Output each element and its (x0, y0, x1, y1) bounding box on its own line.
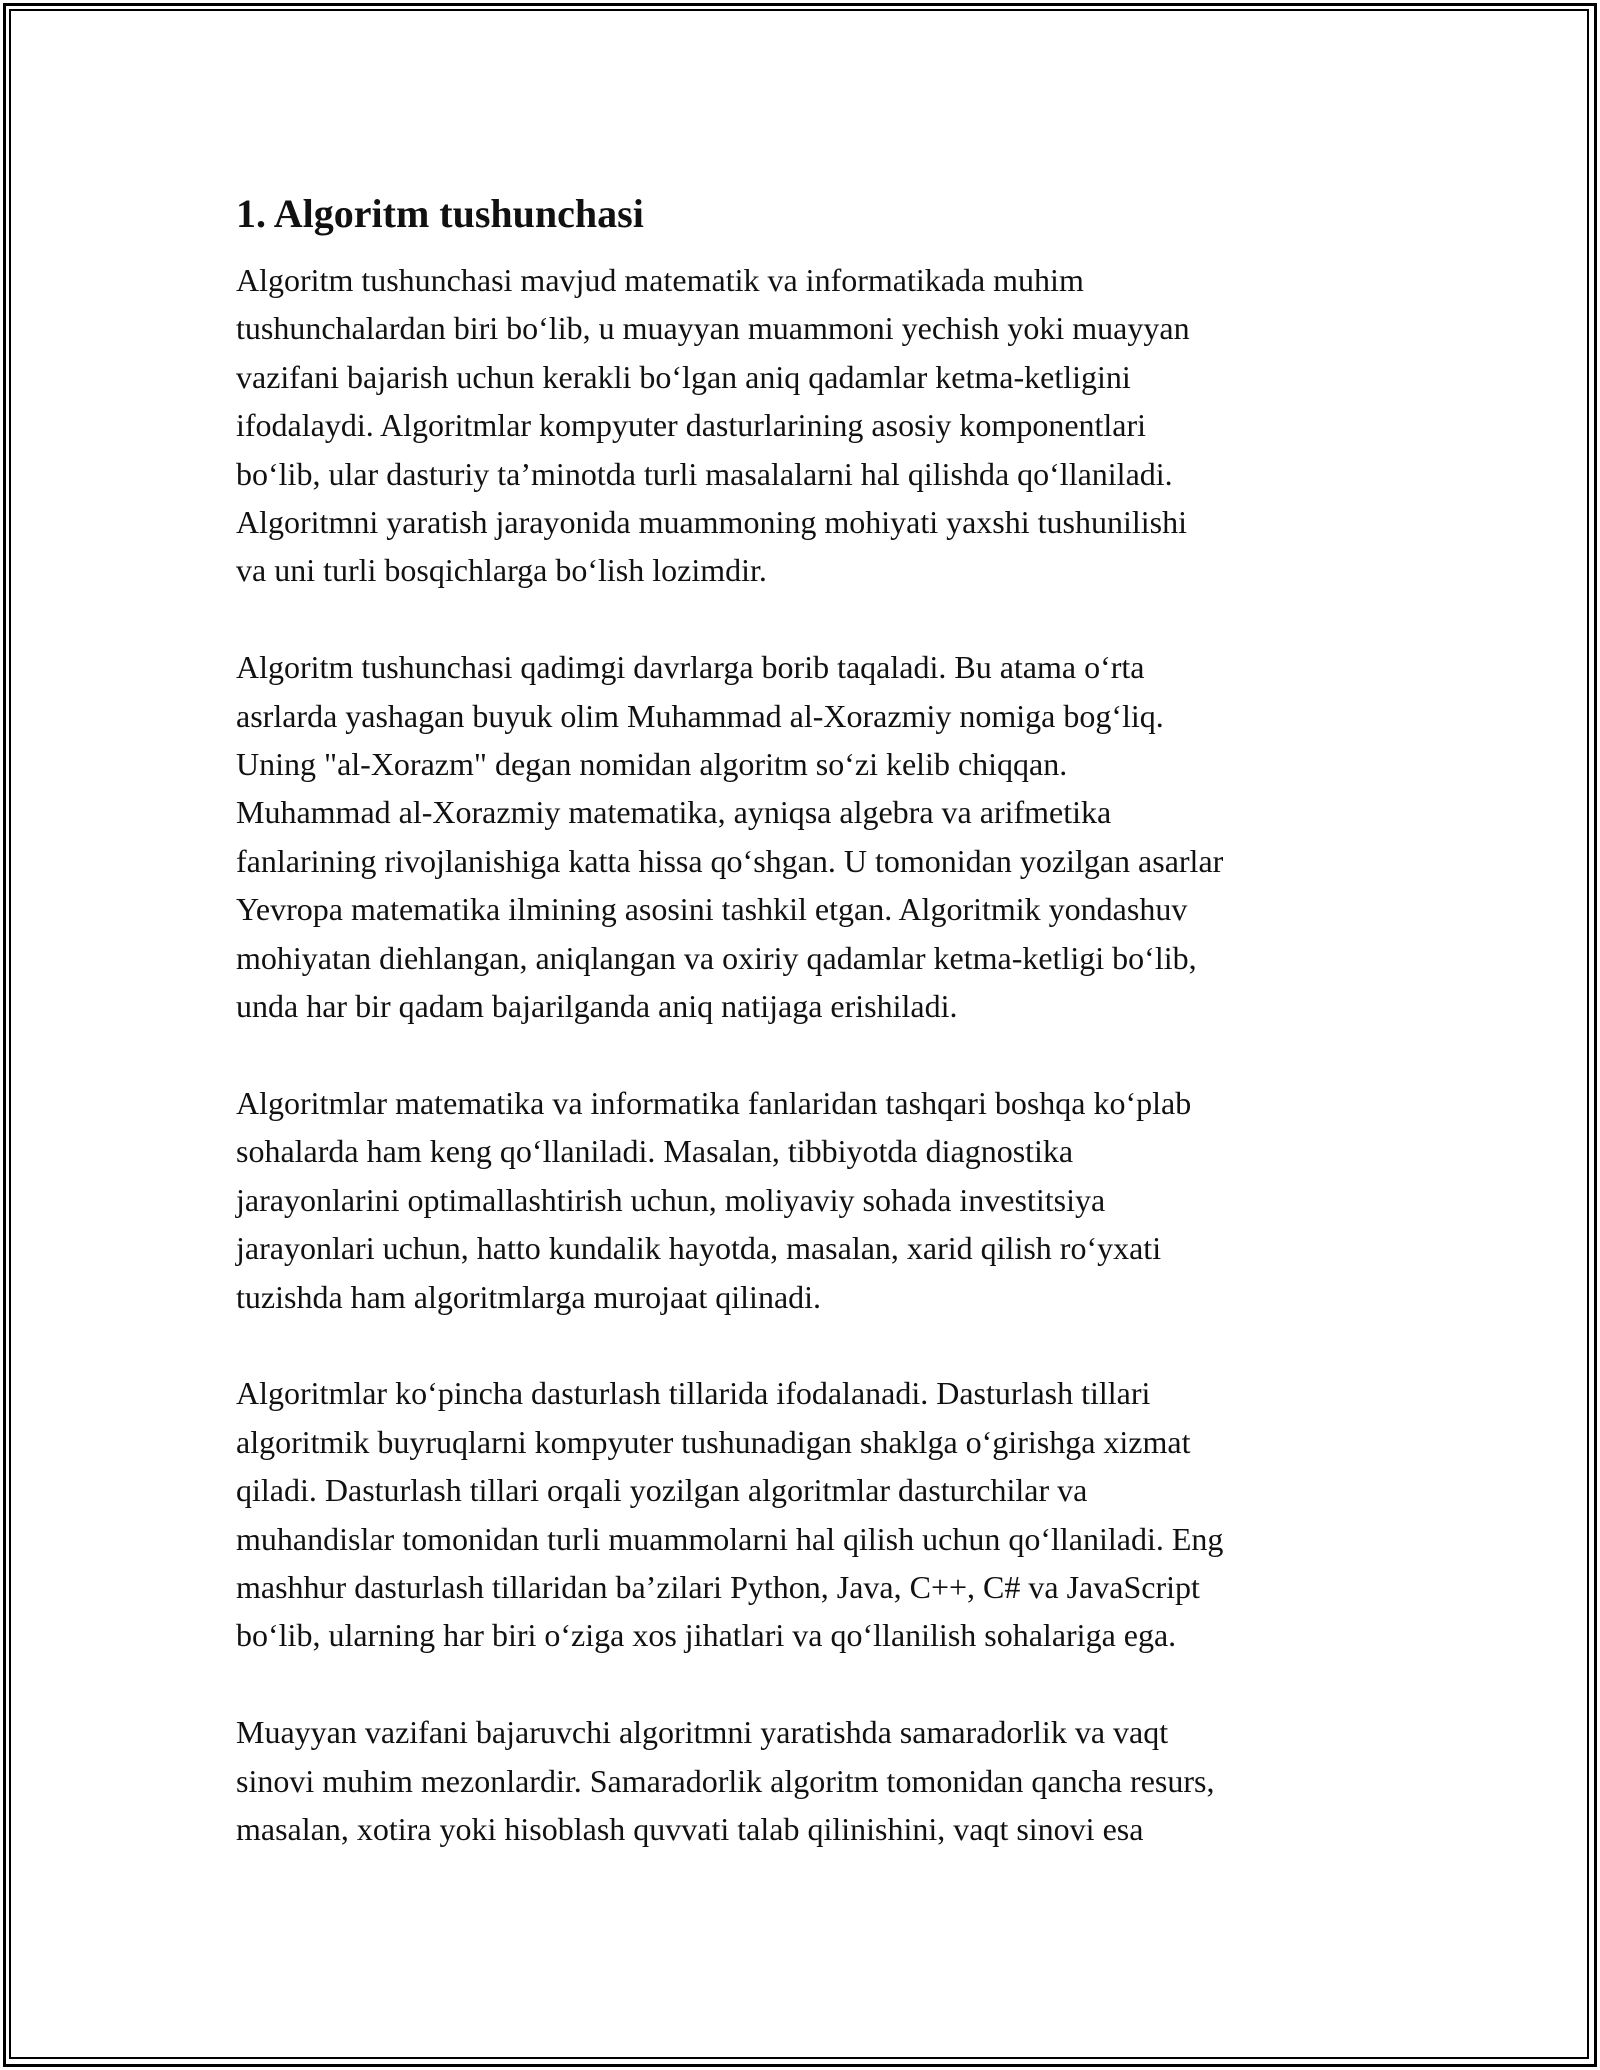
text-line: Muayyan vazifani bajaruvchi algoritmni yaratishda samaradorlik va vaqt (236, 1714, 1169, 1751)
text-line: mohiyatan diehlangan, aniqlangan va oxiriy qadamlar ketma-ketligi bo‘lib, (236, 939, 1197, 976)
text-line: vazifani bajarish uchun kerakli bo‘lgan aniq qadamlar ketma-ketligini (236, 358, 1131, 395)
text-line: muhandislar tomonidan turli muammolarni hal qilish uchun qo‘llaniladi. Eng (236, 1520, 1224, 1557)
paragraph-4 (236, 1369, 1376, 1659)
text-line: va uni turli bosqichlarga bo‘lish lozimdir. (236, 552, 767, 589)
paragraph-3 (236, 1079, 1376, 1321)
text-line: Algoritmlar matematika va informatika fanlaridan tashqari boshqa ko‘plab (236, 1084, 1192, 1121)
text-line: tushunchalardan biri bo‘lib, u muayyan muammoni yechish yoki muayyan (236, 310, 1190, 347)
text-line: Yevropa matematika ilmining asosini tashkil etgan. Algoritmik yondashuv (236, 891, 1188, 928)
text-line: algoritmik buyruqlarni kompyuter tushunadigan shaklga o‘girishga xizmat (236, 1423, 1191, 1460)
paragraph-2 (236, 643, 1376, 1030)
text-line: jarayonlari uchun, hatto kundalik hayotda, masalan, xarid qilish ro‘yxati (236, 1230, 1162, 1267)
text-line: sinovi muhim mezonlardir. Samaradorlik algoritm tomonidan qancha resurs, (236, 1762, 1215, 1799)
text-line: unda har bir qadam bajarilganda aniq natijaga erishiladi. (236, 988, 958, 1025)
text-line: Algoritm tushunchasi qadimgi davrlarga borib taqaladi. Bu atama o‘rta (236, 649, 1145, 686)
text-line: Algoritmni yaratish jarayonida muammoning mohiyati yaxshi tushunilishi (236, 504, 1187, 541)
document-page (236, 186, 1376, 1902)
text-line: Uning "al-Xorazm" degan nomidan algoritm so‘zi kelib chiqqan. (236, 746, 1068, 783)
text-line: jarayonlarini optimallashtirish uchun, moliyaviy sohada investitsiya (236, 1181, 1106, 1218)
text-line: tuzishda ham algoritmlarga murojaat qilinadi. (236, 1278, 822, 1315)
text-line: Muhammad al-Xorazmiy matematika, ayniqsa algebra va arifmetika (236, 794, 1112, 831)
text-line: bo‘lib, ular dasturiy ta’minotda turli masalalarni hal qilishda qo‘llaniladi. (236, 455, 1173, 492)
text-line: qiladi. Dasturlash tillari orqali yozilgan algoritmlar dasturchilar va (236, 1472, 1088, 1509)
text-line: masalan, xotira yoki hisoblash quvvati talab qilinishini, vaqt sinovi esa (236, 1810, 1144, 1847)
text-line: bo‘lib, ularning har biri o‘ziga xos jihatlari va qo‘llanilish sohalariga ega. (236, 1617, 1177, 1654)
section-title: 1. Algoritm tushunchasi (236, 191, 644, 236)
paragraph-1 (236, 256, 1376, 595)
document-body (236, 256, 1376, 1853)
text-line: sohalarda ham keng qo‘llaniladi. Masalan, tibbiyotda diagnostika (236, 1133, 1074, 1170)
text-line: Algoritm tushunchasi mavjud matematik va informatikada muhim (236, 262, 1084, 298)
text-line: asrlarda yashagan buyuk olim Muhammad al-Xorazmiy nomiga bog‘liq. (236, 697, 1164, 734)
text-line: mashhur dasturlash tillaridan ba’zilari Python, Java, C++, C# va JavaScript (236, 1568, 1200, 1605)
text-line: ifodalaydi. Algoritmlar kompyuter dasturlarining asosiy komponentlari (236, 407, 1147, 444)
text-line: fanlarining rivojlanishiga katta hissa qo‘shgan. U tomonidan yozilgan asarlar (236, 842, 1224, 879)
paragraph-5 (236, 1708, 1376, 1853)
text-line: Algoritmlar ko‘pincha dasturlash tillarida ifodalanadi. Dasturlash tillari (236, 1375, 1151, 1412)
